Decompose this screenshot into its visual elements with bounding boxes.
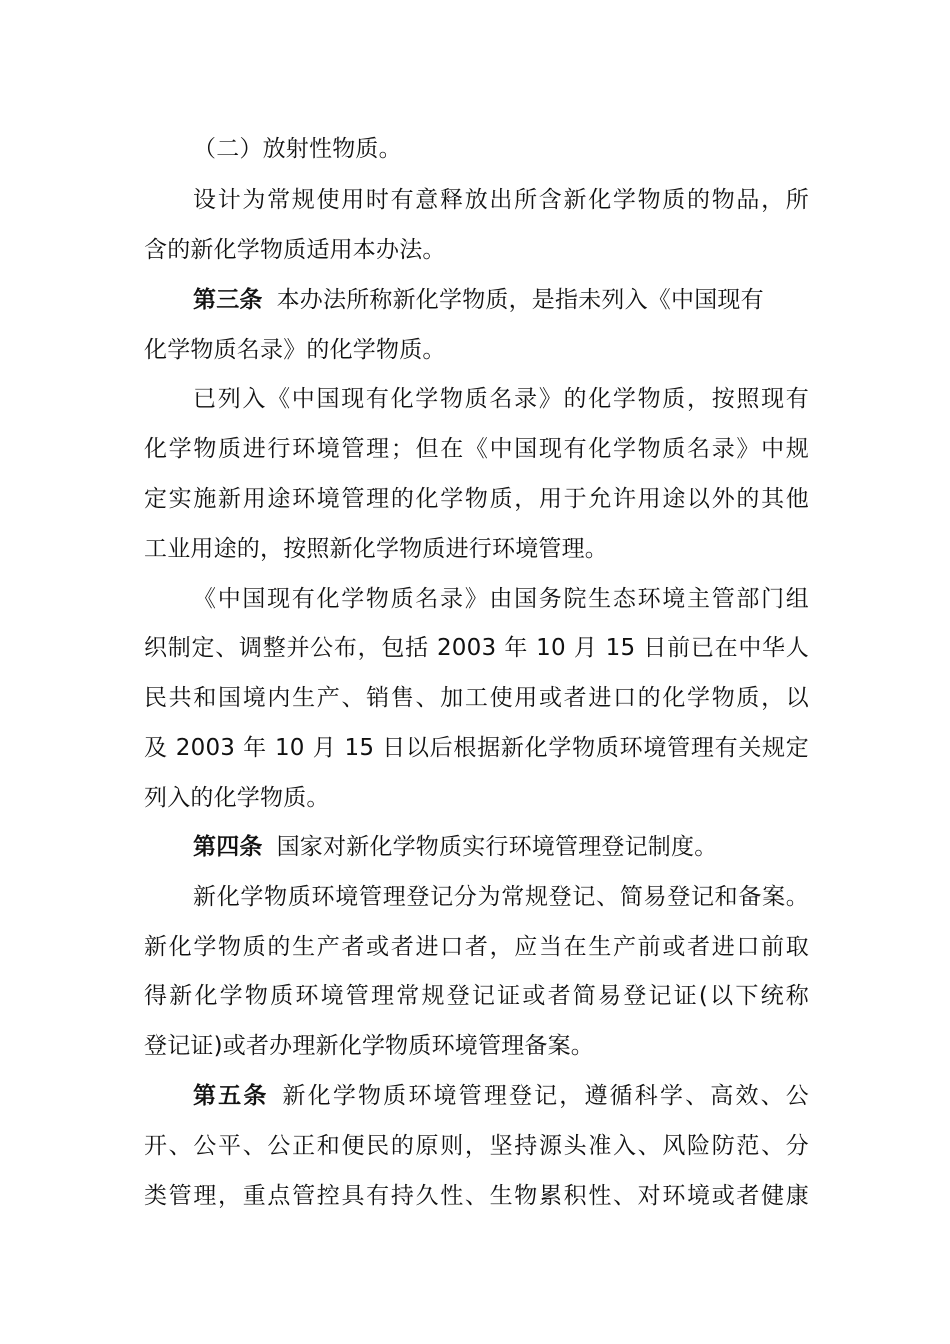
paragraph-line: 含的新化学物质适用本办法。: [144, 237, 446, 263]
article-3-text: 本办法所称新化学物质，是指未列入《中国现有: [276, 287, 764, 313]
article-5-line: [193, 1081, 809, 1111]
paragraph-line: 类管理，重点管控具有持久性、生物累积性、对环境或者健康: [144, 1183, 809, 1209]
article-3-heading: 第三条: [193, 287, 263, 313]
list-item-radioactive: （二）放射性物质。: [193, 136, 402, 162]
paragraph-line: 化学物质进行环境管理；但在《中国现有化学物质名录》中规: [144, 436, 809, 462]
article-5-heading: 第五条: [193, 1083, 269, 1109]
paragraph-line: 及 2003 年 10 月 15 日以后根据新化学物质环境管理有关规定: [144, 735, 809, 761]
paragraph-line: 织制定、调整并公布，包括 2003 年 10 月 15 日前已在中华人: [144, 635, 809, 661]
paragraph-line: 已列入《中国现有化学物质名录》的化学物质，按照现有: [193, 386, 809, 412]
paragraph-line: 工业用途的，按照新化学物质进行环境管理。: [144, 536, 608, 562]
article-3-line: [193, 285, 809, 315]
paragraph-line: 民共和国境内生产、销售、加工使用或者进口的化学物质，以: [144, 685, 809, 711]
article-4-line: [193, 832, 809, 862]
paragraph-line: 登记证)或者办理新化学物质环境管理备案。: [144, 1033, 594, 1059]
paragraph-line: 设计为常规使用时有意释放出所含新化学物质的物品，所: [193, 187, 809, 213]
paragraph-line: 定实施新用途环境管理的化学物质，用于允许用途以外的其他: [144, 486, 809, 512]
paragraph-line: 化学物质名录》的化学物质。: [144, 337, 446, 363]
article-4-heading: 第四条: [193, 834, 263, 860]
paragraph-line: 得新化学物质环境管理常规登记证或者简易登记证(以下统称: [144, 983, 809, 1009]
paragraph-line: 列入的化学物质。: [144, 785, 330, 811]
article-4-text: 国家对新化学物质实行环境管理登记制度。: [276, 834, 718, 860]
article-5-text: 新化学物质环境管理登记，遵循科学、高效、公: [282, 1083, 809, 1109]
paragraph-line: 开、公平、公正和便民的原则，坚持源头准入、风险防范、分: [144, 1133, 809, 1159]
paragraph-line: 新化学物质环境管理登记分为常规登记、简易登记和备案。: [193, 884, 809, 910]
paragraph-line: 新化学物质的生产者或者进口者，应当在生产前或者进口前取: [144, 934, 809, 960]
paragraph-line: 《中国现有化学物质名录》由国务院生态环境主管部门组: [193, 586, 809, 612]
